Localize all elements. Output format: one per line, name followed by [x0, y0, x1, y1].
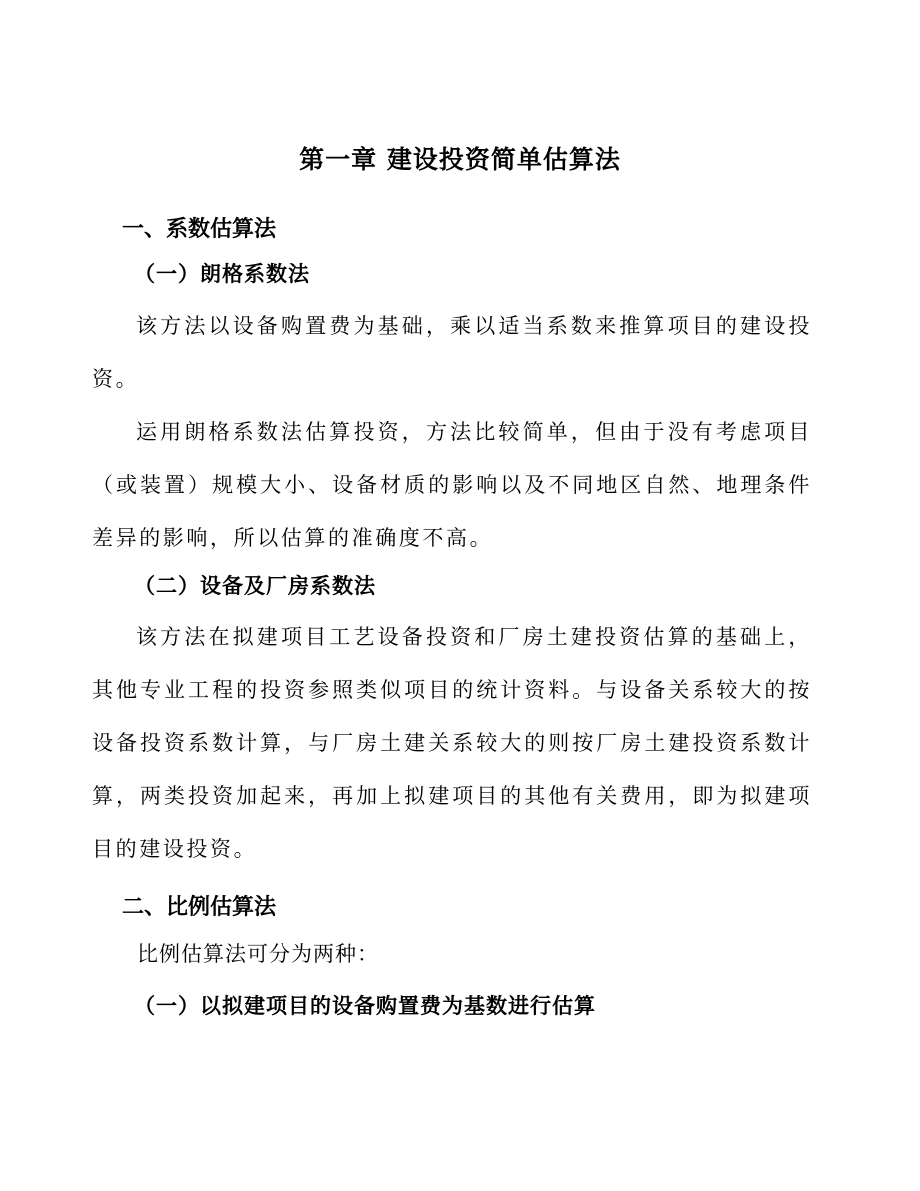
paragraph-lang-factor-definition: 该方法以设备购置费为基础，乘以适当系数来推算项目的建设投资。 [92, 314, 812, 391]
section-heading-coefficient-method: 一、系数估算法 [122, 216, 277, 242]
chapter-title: 第一章 建设投资简单估算法 [299, 145, 621, 174]
subsection-heading-equipment-base: （一）以拟建项目的设备购置费为基数进行估算 [134, 993, 596, 1018]
subsection-heading-lang-factor: （一）朗格系数法 [134, 261, 310, 286]
paragraph-lang-factor-evaluation: 运用朗格系数法估算投资，方法比较简单，但由于没有考虑项目（或装置）规模大小、设备材质的影响以及不同地区自然、地理条件差异的影响，所以估算的准确度不高。 [92, 420, 812, 550]
section-heading-ratio-method: 二、比例估算法 [122, 894, 277, 920]
paragraph-ratio-method-intro: 比例估算法可分为两种： [137, 942, 379, 966]
paragraph-equipment-plant-factor: 该方法在拟建项目工艺设备投资和厂房土建投资估算的基础上，其他专业工程的投资参照类似项目的统计资料。与设备关系较大的按设备投资系数计算，与厂房土建关系较大的则按厂房土建投资系数计算，两类投资加起来，再加上拟建项目的其他有关费用，即为拟建项目的建设投资。 [92, 625, 812, 861]
subsection-heading-equipment-plant-factor: （二）设备及厂房系数法 [134, 573, 376, 598]
